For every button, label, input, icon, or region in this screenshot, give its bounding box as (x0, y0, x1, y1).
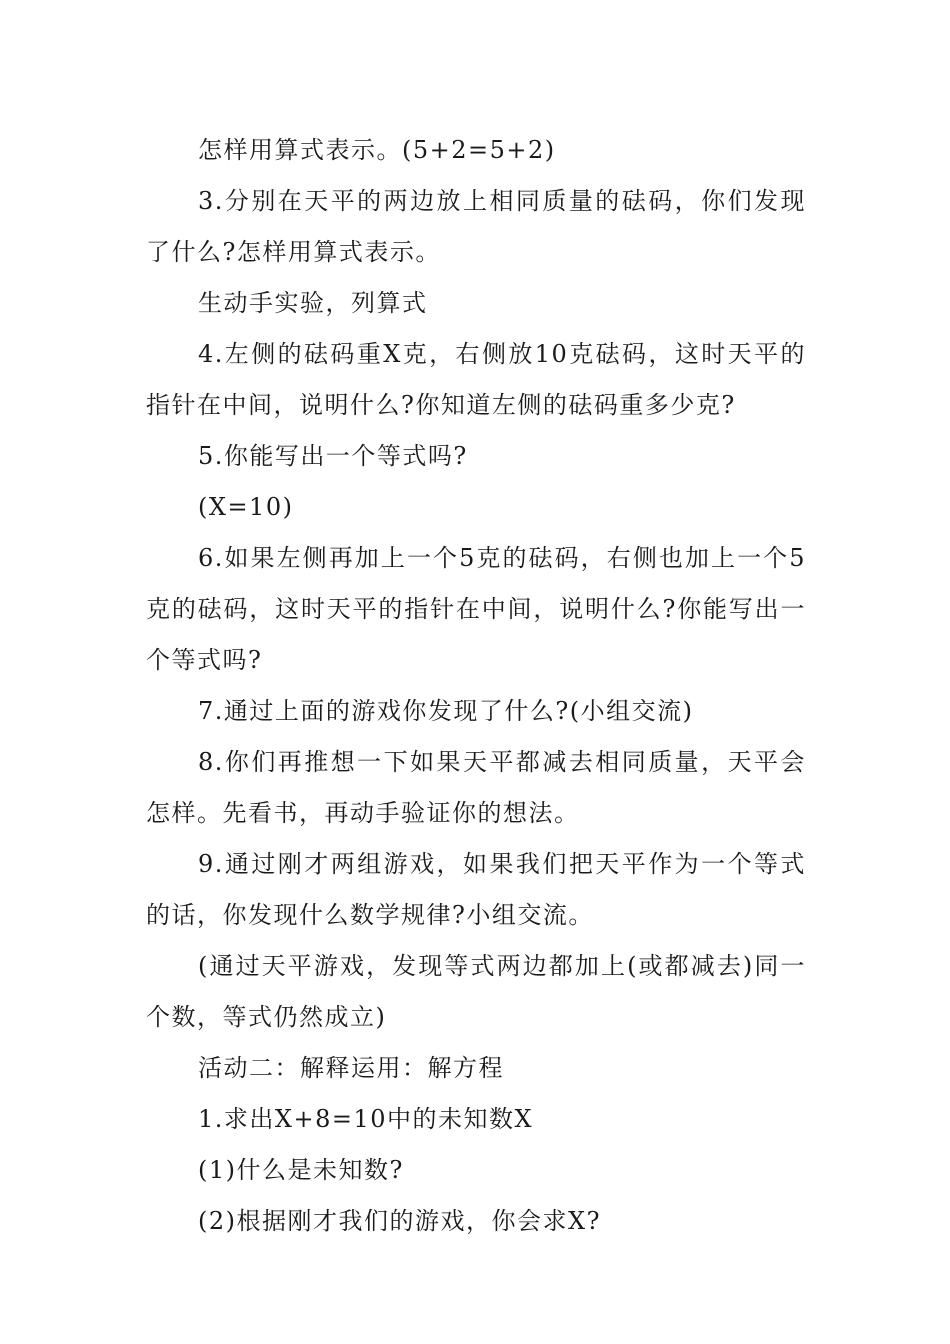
paragraph: 6.如果左侧再加上一个5克的砝码，右侧也加上一个5克的砝码，这时天平的指针在中间，说明什么?你能写出一个等式吗? (146, 544, 806, 674)
paragraph: (1)什么是未知数? (198, 1156, 404, 1184)
paragraph: 4.左侧的砝码重X克，右侧放10克砝码，这时天平的指针在中间，说明什么?你知道左侧的砝码重多少克? (146, 340, 806, 419)
section-heading: 活动二：解释运用：解方程 (198, 1054, 504, 1082)
paragraph: (2)根据刚才我们的游戏，你会求X? (198, 1207, 601, 1235)
paragraph: 9.通过刚才两组游戏，如果我们把天平作为一个等式的话，你发现什么数学规律?小组交流。 (146, 850, 806, 929)
paragraph: 5.你能写出一个等式吗? (198, 442, 468, 470)
paragraph: 怎样用算式表示。(5+2=5+2) (198, 136, 556, 164)
paragraph: 7.通过上面的游戏你发现了什么?(小组交流) (198, 697, 694, 725)
paragraph: 8.你们再推想一下如果天平都减去相同质量，天平会怎样。先看书，再动手验证你的想法。 (146, 748, 806, 827)
paragraph: (通过天平游戏，发现等式两边都加上(或都减去)同一个数，等式仍然成立) (146, 952, 806, 1031)
paragraph: 1.求出X+8=10中的未知数X (198, 1105, 534, 1133)
paragraph: (X=10) (198, 493, 294, 521)
paragraph: 生动手实验，列算式 (198, 289, 428, 317)
document-body (146, 125, 806, 1247)
paragraph: 3.分别在天平的两边放上相同质量的砝码，你们发现了什么?怎样用算式表示。 (146, 187, 806, 266)
